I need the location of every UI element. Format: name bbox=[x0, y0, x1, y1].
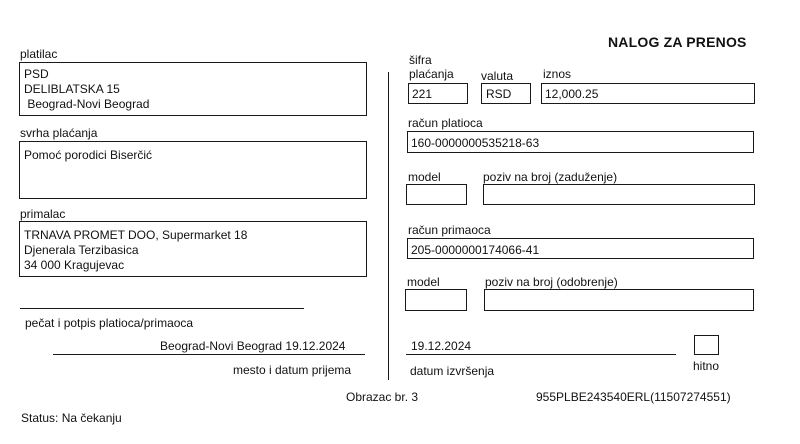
form-number: Obrazac br. 3 bbox=[346, 390, 419, 404]
credit-reference-field[interactable] bbox=[484, 289, 754, 311]
execution-date-label: datum izvršenja bbox=[410, 364, 495, 378]
debit-model-label: model bbox=[408, 170, 441, 184]
debit-reference-label: poziv na broj (zaduženje) bbox=[483, 170, 618, 184]
signature-label: pečat i potpis platioca/primaoca bbox=[25, 316, 194, 330]
place-date-line bbox=[53, 354, 365, 355]
payer-account-value: 160-0000000535218-63 bbox=[411, 136, 540, 150]
purpose-value: Pomoć porodici Biserčić bbox=[24, 148, 153, 162]
credit-reference-label: poziv na broj (odobrenje) bbox=[485, 275, 618, 289]
payer-account-label: račun platioca bbox=[408, 116, 483, 130]
execution-date-line bbox=[406, 354, 676, 355]
payer-line-2: DELIBLATSKA 15 bbox=[24, 82, 120, 96]
currency-field[interactable] bbox=[481, 83, 531, 104]
recipient-line-3: 34 000 Kragujevac bbox=[24, 258, 125, 272]
payment-code-label-2: plaćanja bbox=[409, 67, 454, 81]
urgent-checkbox[interactable] bbox=[694, 335, 719, 355]
recipient-account-field[interactable] bbox=[407, 238, 754, 259]
amount-label: iznos bbox=[543, 67, 572, 81]
debit-reference-field[interactable] bbox=[483, 184, 755, 205]
amount-value: 12,000.25 bbox=[545, 87, 599, 101]
amount-field[interactable] bbox=[541, 83, 755, 104]
debit-model-field[interactable] bbox=[406, 184, 467, 205]
credit-model-label: model bbox=[407, 275, 440, 289]
column-divider bbox=[388, 72, 389, 380]
payer-account-field[interactable] bbox=[407, 131, 754, 153]
place-date-value: Beograd-Novi Beograd 19.12.2024 bbox=[160, 339, 346, 353]
urgent-label: hitno bbox=[693, 359, 720, 373]
payment-code-value: 221 bbox=[412, 87, 433, 101]
recipient-line-2: Djenerala Terzibasica bbox=[24, 243, 139, 257]
credit-model-field[interactable] bbox=[405, 289, 467, 311]
purpose-label: svrha plaćanja bbox=[20, 126, 98, 140]
status-text: Status: Na čekanju bbox=[21, 411, 122, 425]
payer-box bbox=[19, 62, 367, 116]
execution-date-value: 19.12.2024 bbox=[411, 339, 472, 353]
payment-code-label-1: šifra bbox=[409, 53, 432, 67]
recipient-account-label: račun primaoca bbox=[408, 223, 491, 237]
purpose-box bbox=[19, 141, 367, 199]
payment-code-field[interactable] bbox=[408, 83, 468, 104]
recipient-label: primalac bbox=[20, 207, 66, 221]
recipient-line-1: TRNAVA PROMET DOO, Supermarket 18 bbox=[24, 228, 248, 242]
place-date-label: mesto i datum prijema bbox=[233, 363, 352, 377]
payer-line-1: PSD bbox=[24, 67, 49, 81]
payer-line-3: Beograd-Novi Beograd bbox=[24, 97, 150, 111]
payer-label: platilac bbox=[20, 47, 58, 61]
reference-id: 955PLBE243540ERL(11507274551) bbox=[536, 390, 731, 404]
currency-value: RSD bbox=[486, 87, 512, 101]
recipient-account-value: 205-0000000174066-41 bbox=[411, 243, 540, 257]
recipient-box bbox=[19, 221, 367, 277]
signature-line bbox=[20, 308, 304, 309]
currency-label: valuta bbox=[481, 69, 514, 83]
form-title: NALOG ZA PRENOS bbox=[608, 34, 747, 50]
